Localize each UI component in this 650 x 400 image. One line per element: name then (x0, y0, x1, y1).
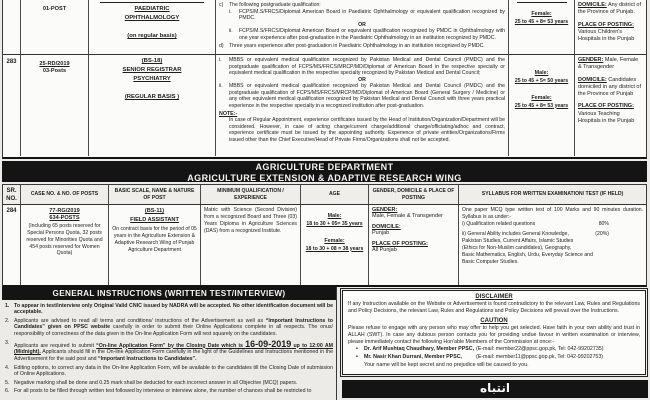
text-segment: Applicants are required to submit (14, 342, 97, 349)
item-number: 6. (5, 387, 10, 394)
contact-name: Dr. Arif Mushtaq Chaudhary, Member PPSC, (364, 345, 475, 352)
item-text (14, 340, 333, 363)
cutoff-line (100, 2, 204, 3)
post-title: SENIOR REGISTRAR (122, 67, 182, 74)
qualification-cell (216, 0, 509, 54)
syllabus-item-ii (462, 231, 643, 238)
gender-label: GENDER: (372, 207, 398, 213)
domicile-label: DOMICILE: (578, 76, 607, 83)
text-segment: carefully in order to submit their Online Applications complete in all respects. The onus/ responsibility of correctness of the data given in the On-line Application Form will rest squarely on the candidates. (14, 324, 334, 338)
text-segment-bold: “Important Instructions to Candidates”. (98, 356, 197, 363)
item-number: 5. (5, 379, 10, 386)
posting-label: PLACE OF POSTING: (578, 103, 634, 110)
domicile-label: DOMICILE: (578, 2, 607, 8)
general-instructions-list (2, 300, 336, 395)
item-label: i. (229, 8, 232, 15)
item-text: To appear in test/interview only Original Valid CNIC issued by NADRA will be accepted. No other identification document will be acceptable. (14, 302, 333, 316)
instruction-item-1 (3, 303, 333, 317)
qualification-cell (216, 55, 509, 156)
qualification-item (219, 9, 505, 22)
qualification-cell (201, 205, 301, 285)
disclaimer-text: If any Instruction available on the Website or Advertisement is found contradictory to the relevant Law, Rules and Regulations and Policy Decisions, the relevant Law, Rules and Regulations and Policy Decisions will prevail over the Instructions. (348, 301, 640, 315)
attention-band (342, 380, 648, 398)
syllabus-item-text: i) Qualification related questions (462, 220, 536, 227)
syllabus-continuation: Basic Mathematics, English, Urdu, Everyday Science and (462, 251, 593, 258)
instruction-item-3 (3, 340, 333, 363)
post-count: 634-POSTS (49, 215, 80, 221)
attention-label-urdu: انتباه (479, 381, 510, 395)
sr-no-cell: 284 (3, 205, 21, 285)
gender-domicile-cell (369, 205, 459, 285)
place-of-posting (578, 22, 643, 44)
item-text: FCPS/M.S/FRCS/Diplomat American Board or equivalent qualification recognized by PMDC in Ophthalmology with one year experience after post-graduation in the Paediatric Ophthalmology in an institution recognized by PMDC. (239, 28, 505, 41)
case-posts-cell (21, 205, 109, 285)
text-segment-bold: “On-line Application Form” by the Closing Date which is (96, 342, 246, 349)
table-row-senior-registrar-psychiatry (3, 55, 646, 156)
closing-date: 16-09-2019 (245, 338, 292, 349)
item-number: 2. (5, 317, 10, 324)
syllabus-item-percent: (20%) (595, 230, 609, 237)
agriculture-department-banner (2, 161, 647, 182)
disclaimer-title: DISCLAIMER (475, 294, 513, 300)
item-text: Negative marking shall be done and 0.25 mark shall be deducted for each incorrect answer in all Objective (MCQ) papers. (14, 379, 298, 386)
post-name-cell (109, 205, 201, 285)
gender (578, 57, 643, 72)
post-title: PSYCHIATRY (133, 76, 171, 83)
item-number: 3. (5, 339, 10, 346)
contact-detail: (E-mail: member22@ppsc.gop.pk, Tel: 042-99202735) (476, 345, 604, 352)
note-text: In case of Regular Appointment, experience certificates issued by the Head of Institution/Organization/Department will be considered. However, in case of acting charge/current charge/additional charge/officiating/adhoc and contract, experience certificate must be issued by the appointing authority. Experience of private entities/Organizations/Firms issued other than the Chief Executive/Head of Private Firms/Organizations shall not be accepted. (229, 117, 505, 143)
banner-line-2: AGRICULTURE EXTENSION & ADAPTIVE RESEARCH WING (187, 172, 462, 183)
syllabus-item-i (462, 221, 643, 228)
syllabus-cell (459, 205, 646, 285)
header-syllabus: SYLLABUS FOR WRITTEN EXAMINATION/ TEST (IF HELD) (481, 191, 624, 198)
qualification-text: Matric with Science (Second Division) from a recognized Board and Three (03) Years Diploma in Agriculture Sciences (DAS) from a recognized Institute. (204, 207, 297, 234)
item-number: 4. (5, 364, 10, 371)
sr-no-cell (3, 0, 21, 54)
syllabus-item-text: ii) General Ability includes General Knowledge, (462, 230, 569, 237)
contract-note: On contract basis for the period of 05 years in the Agriculture Extension & Adaptive Research Wing of Punjab Agriculture Department (112, 226, 197, 253)
item-text: Three years experience after post-graduation in Paediatric Ophthalmology in an institution recognized by PMDC. (229, 43, 485, 50)
qualification-item (219, 83, 505, 109)
item-number: 1. (5, 302, 10, 309)
table-header-row (3, 185, 646, 205)
item-text: The following postgraduate qualification: (229, 2, 321, 8)
or-separator: OR (358, 21, 366, 28)
instruction-item-5 (3, 380, 333, 387)
general-instructions-section (2, 287, 337, 400)
header-sr-no: SR. NO. (3, 185, 21, 204)
header-gender-domicile: GENDER, DOMICILE & PLACE OF POSTING (369, 185, 459, 204)
table-row-paediatric-ophthalmology (3, 0, 646, 55)
post-basis: (on regular basis) (127, 33, 177, 40)
disclaimer-caution-panel (342, 290, 646, 375)
syllabus-continuation: Pakistan Studies, Current Affairs, Islamic Studies (462, 237, 574, 244)
caution-text: Please refuse to engage with any person who may offer to help you get selected. Have faith in your own ability and trust in ALLAH (SWT). In case any dubious person contacts you for providing undue favour in written examination or interview, please immediately contact the following Hon'able Members of the Commission at once:- (348, 325, 640, 346)
case-posts-cell (21, 55, 89, 156)
domicile-text: Punjab (372, 230, 390, 236)
item-text (14, 318, 333, 338)
header-qualification: MINIMUM QUALIFICATION / EXPERIENCE (201, 185, 301, 204)
age-cell (509, 55, 575, 156)
item-label: ii. (229, 28, 233, 35)
age-female-label: Female: (324, 237, 345, 244)
agriculture-table (2, 184, 647, 287)
bullet-icon: • (356, 353, 358, 360)
posting-text: Various Children's Hospitals in the Punjab (578, 28, 635, 42)
qualification-item (219, 57, 505, 77)
item-text: MBBS or equivalent medical qualification recognized by Pakistan Medical and Dental Council (PMDC) and the postgraduate qualification of FCPS/MS/FRCS/MRCP/MD/Diplomat of American Board (General Surgery / Medicine) or any other equivalent medical qualification recognized by Pakistan Medical and Dental Council with three years practical experience in the respective specialty in a recognized institution after post-graduation. (229, 83, 505, 109)
contact-name: Mr. Nasir Khan Durrani, Member PPSC, (364, 353, 463, 360)
instruction-item-6 (3, 388, 333, 395)
text-segment-bold: up to 12:00 AM (Midnight). (14, 342, 333, 356)
age-female-label: Female: (531, 11, 552, 17)
age-female-value: 25 to 45 + 8= 53 years (514, 18, 569, 25)
bullet-icon: • (356, 345, 358, 352)
age-male-label: Male: (534, 70, 549, 76)
quota-note: (Including 65 posts reserved for Special Persons Quota, 32 posts reserved for Minorities Quota and 454 posts reserved for Women Quota) (26, 223, 103, 257)
cutoff-line (517, 2, 567, 3)
item-text: FCPS/M.S/FRCS/Diplomat American Board in Paediatric Ophthalmology or equivalent qualification recognized by PMDC. (239, 8, 505, 22)
gender-domicile-cell (575, 0, 646, 54)
case-number: 77-RG/2019 (49, 208, 80, 214)
gender-domicile-cell (575, 55, 646, 156)
domicile-label: DOMICILE: (372, 224, 401, 230)
caution-title: CAUTION (480, 318, 508, 325)
text-segment: Applicants should fill in the On-line Application Form carefully in the light of the Guidelines and Instructions mentioned in the Advertisement for the said post and (14, 349, 333, 363)
basic-scale: (BS-18) (141, 58, 163, 64)
spacer (512, 85, 571, 94)
post-count: 01-POST (42, 6, 67, 12)
sr-no-cell: 283 (3, 55, 21, 156)
instruction-item-4 (3, 365, 333, 379)
domicile (578, 77, 643, 99)
gender-text: Male, Female & Transgender (372, 213, 443, 219)
age-cell (301, 205, 369, 285)
age-female-value: 18 to 30 + 08 = 38 years (305, 245, 364, 252)
post-name-cell (89, 0, 216, 54)
header-basic-scale: BASIC SCALE, NAME & NATURE OF POST (109, 185, 201, 204)
item-label: c) (219, 2, 224, 8)
age-cell (509, 0, 575, 54)
spacer (512, 57, 571, 69)
post-title: PAEDIATRIC (134, 6, 170, 12)
domicile-text: Any district of the Province of Punjab. (578, 2, 641, 16)
syllabus-continuation: Basic Computer Studies. (462, 258, 519, 265)
posting-text: All Punjab (372, 247, 397, 253)
basic-scale: (BS-11) (144, 208, 165, 214)
post-title: OPHTHALMOLOGY (124, 15, 180, 22)
header-case-no: CASE NO. & NO. OF POSTS (21, 185, 109, 204)
qualification-item (219, 28, 505, 41)
item-text: MBBS or equivalent medical qualification recognized by Pakistan Medical and Dental Council (PMDC) and the postgraduate qualification of FCPS/MS/FRCS/MRCP/MD/Diplomat of American Board in the respective specialty or equivalent medical qualification in the respective specialty recognized by Pakistan Medical and Dental Council; (229, 57, 505, 77)
gender-text: Male, Female & Transgender (578, 57, 639, 71)
general-instructions-title: GENERAL INSTRUCTIONS (WRITTEN TEST/INTERVIEW) (2, 287, 336, 300)
age-male-value: 18 to 30 + 05= 35 years (306, 220, 363, 227)
item-label: d) (219, 43, 224, 50)
contact-detail: (E-mail: member11@ppsc.gop.pk, Tel: 042-99202753) (476, 353, 604, 360)
posting-label: PLACE OF POSTING: (372, 241, 428, 247)
text-segment: Applicants are advised to read all terms and conditions/ instructions of the Advertisement as well as (14, 317, 266, 324)
secrecy-note: Your name will be kept secret and no prejudice will be caused to you. (364, 362, 529, 369)
item-text: For all posts to be filled through written test followed by interview or interview alone, the number of chances shall be restricted to (14, 387, 312, 394)
qualification-item (219, 43, 505, 50)
item-label: i. (219, 57, 222, 63)
age-male-label: Male: (327, 213, 342, 219)
note-label: NOTE:- (219, 111, 238, 118)
post-title: FIELD ASSISTANT (130, 216, 179, 223)
age-male-value: 25 to 45 + 5= 50 years (514, 77, 569, 84)
age-female-value: 25 to 45 + 8= 53 years (514, 102, 569, 109)
syllabus-continuation: (Ethics for Non-Muslim candidates), Geography, (462, 244, 572, 251)
item-label: ii. (219, 83, 223, 90)
syllabus-intro: One paper MCQ type written test of 100 Marks and 90 minutes duration. Syllabus is as under:- (462, 207, 643, 220)
table-row-field-assistant (3, 205, 646, 285)
contact-member-2 (348, 354, 640, 362)
text-segment-bold: “Important Instructions to Candidates” given on PPSC website (14, 317, 334, 331)
gender-label: GENDER: (578, 57, 604, 63)
post-count: 03-Posts (42, 68, 67, 74)
banner-line-1: AGRICULTURE DEPARTMENT (255, 162, 394, 172)
syllabus-item-percent: 80% (598, 220, 609, 227)
post-basis: (REGULAR BASIS ) (124, 94, 180, 101)
item-text: Editing options, to correct any data in the On-line Application Form, will be available to the candidates till the Closing Date of submission of Online Applications. (14, 364, 333, 378)
age-female-label: Female: (531, 94, 552, 101)
place-of-posting (578, 103, 643, 125)
medical-posts-table (2, 0, 647, 159)
instruction-item-2 (3, 318, 333, 338)
or-separator: OR (358, 76, 366, 83)
case-number: 25-RD/2019 (39, 61, 70, 67)
domicile (578, 2, 643, 17)
domicile-text: Candidates domiciled in any district of the Province of Punjab (578, 76, 641, 97)
post-name-cell (89, 55, 216, 156)
header-age: AGE (301, 185, 369, 204)
posting-text: Various Teaching Hospitals in the Punjab (578, 110, 635, 124)
case-posts-cell (21, 0, 89, 54)
posting-label: PLACE OF POSTING: (578, 21, 634, 28)
spacer (304, 228, 365, 237)
contact-member-1 (348, 346, 640, 354)
